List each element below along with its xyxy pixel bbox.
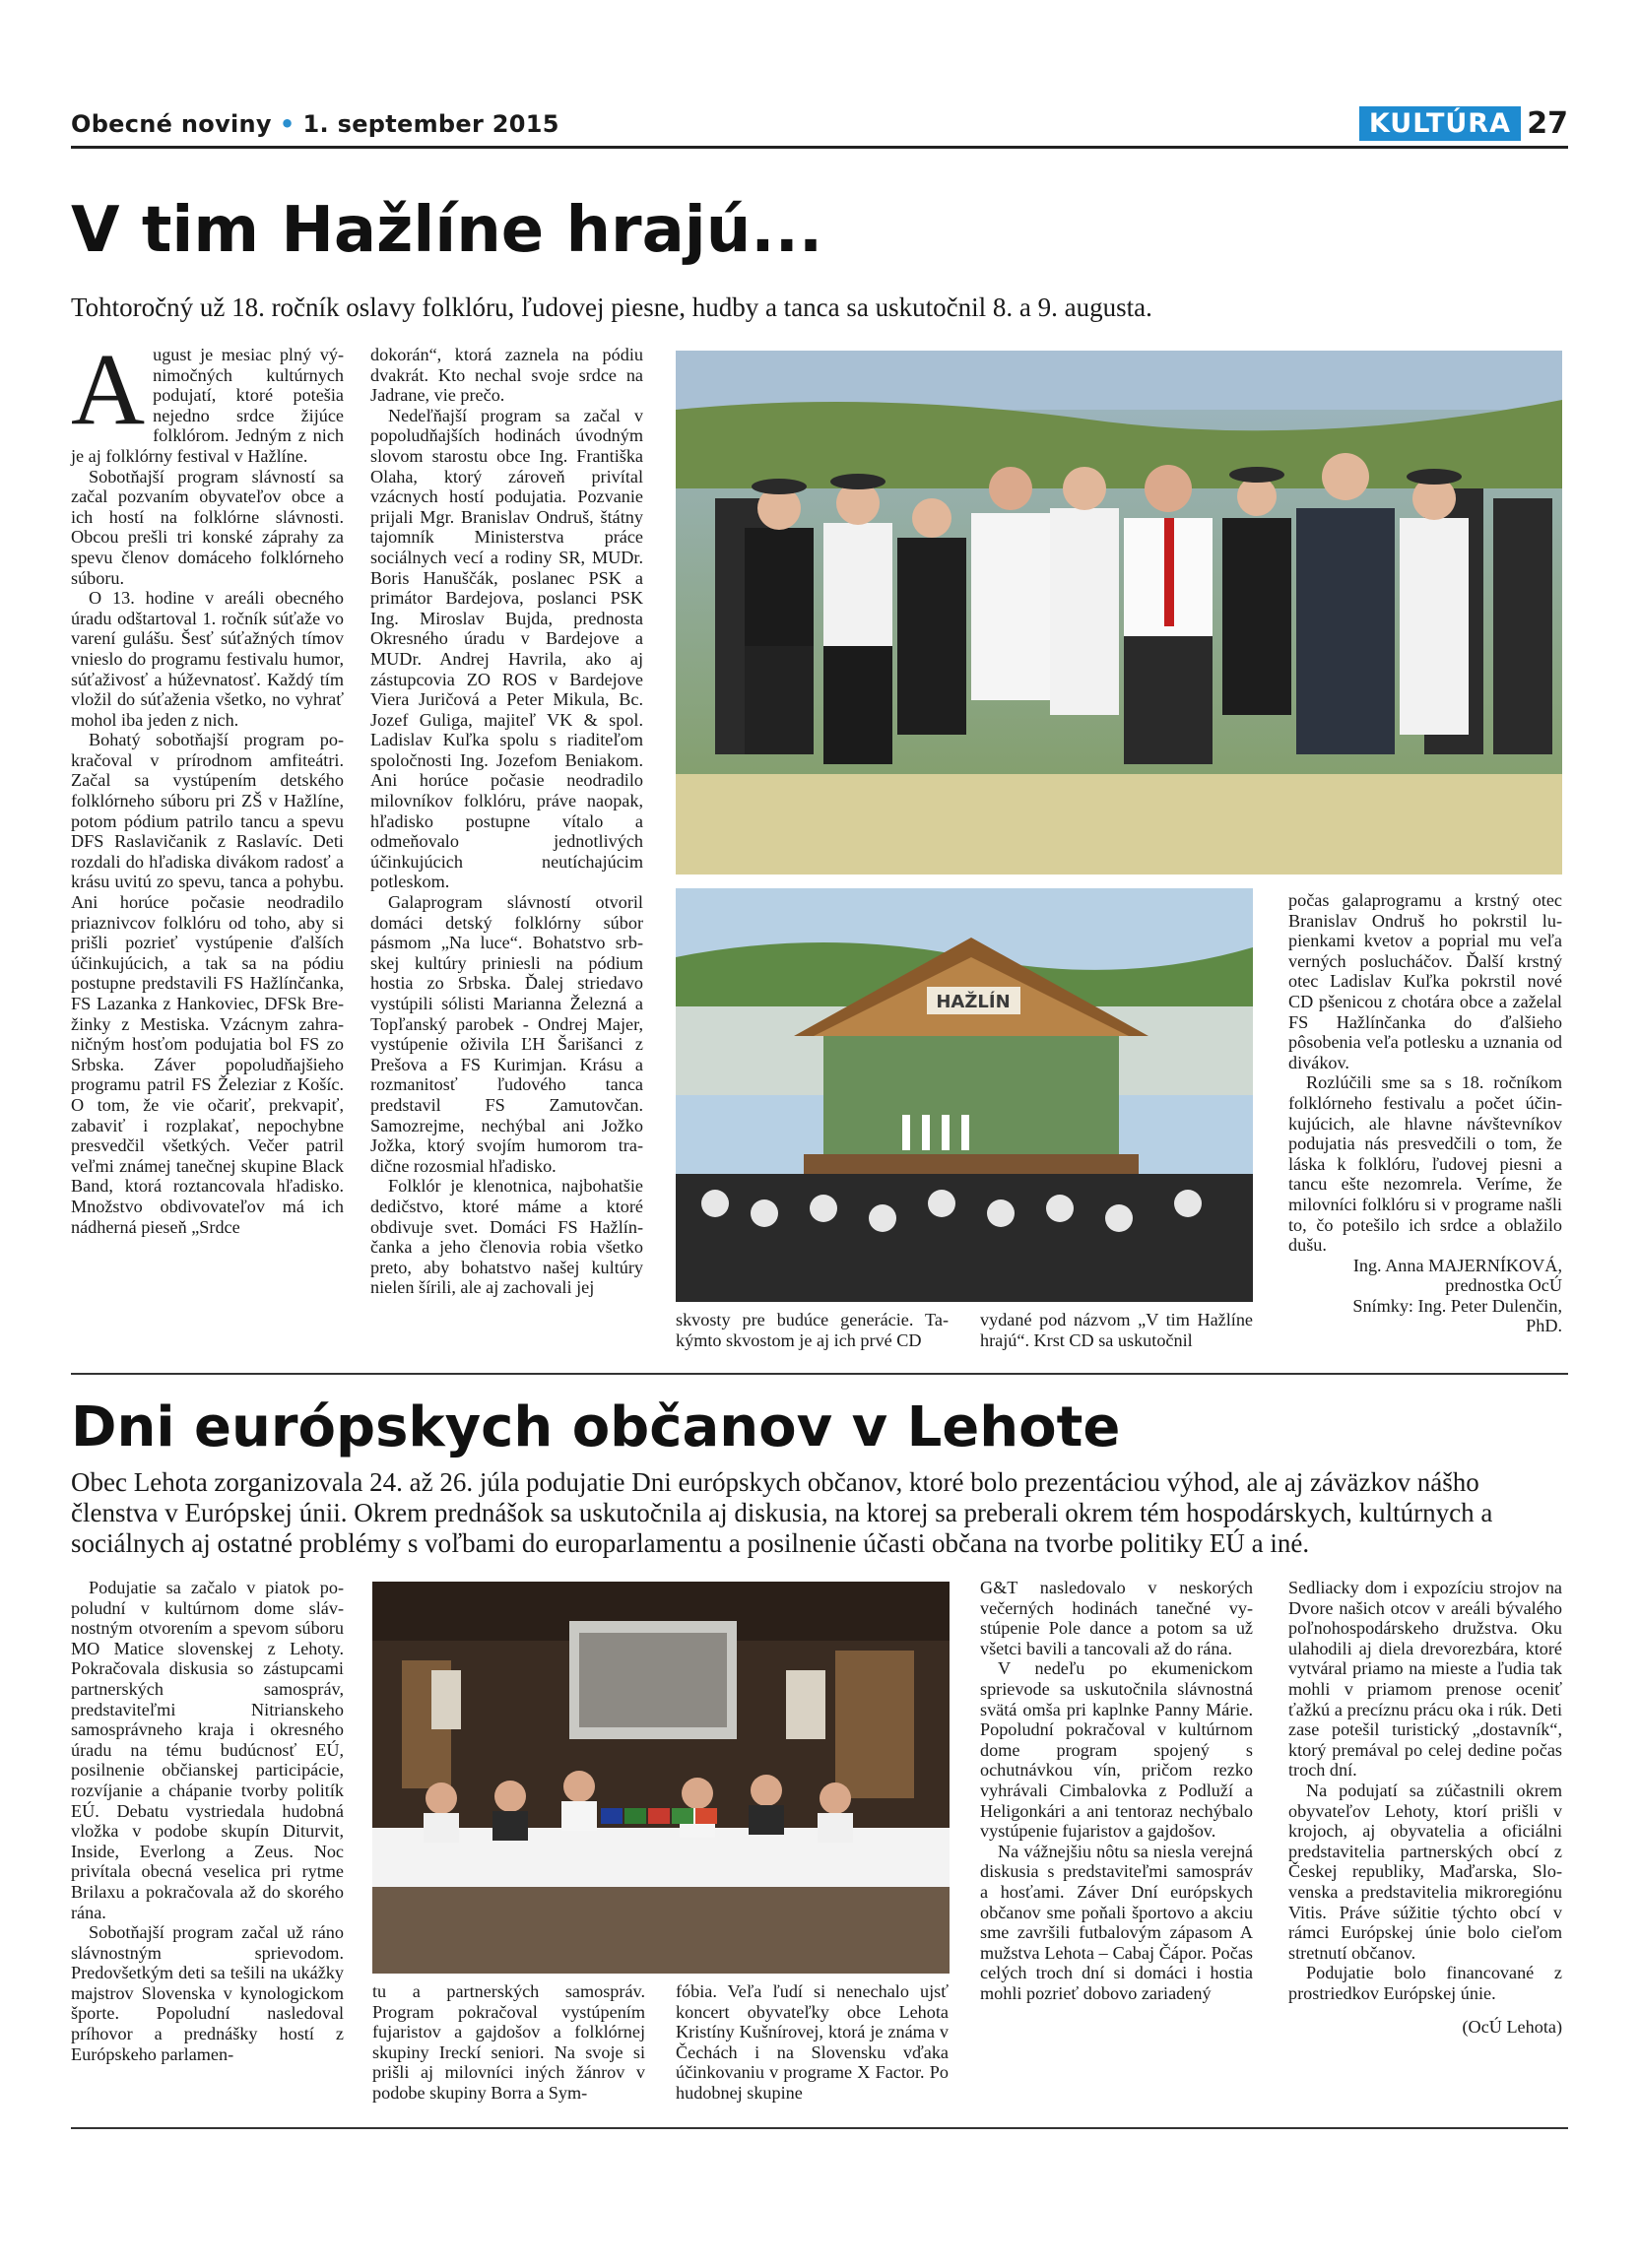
article1-para: dokorán“, ktorá zaznela na pódiu dvakrát. Kto nechal svoje srdce na Jadrane, vie prečo. [370,345,643,406]
article1-title: V tim Hažlíne hrajú... [71,194,823,267]
article1-para-text: ugust je mesiac plný výnimočných kultúrnych podujatí, ktoré potešia nejedno srdce žijúce folklórom. Jedným z nich je aj folklórny festival v Hažlíne. [71,345,344,466]
article2-para: fóbia. Veľa ľudí si nenechalo ujsť koncert obyvateľky obce Lehota Kristíny Kušnírovej, ktorá je známa v Čechách i na Slovensku vďaka účinkovaniu v programe X Factor. Po hudobnej skupine [676,1981,949,2103]
article1-para: vydané pod názvom „V tim Hažlíne hrajú“. Krst CD sa uskutočnil [980,1310,1253,1350]
page-number: 27 [1527,106,1568,141]
article2-para: V nedeľu po ekumenickom sprievode sa uskutočnila slávnostná svätá omša pri kaplnke Panny Márie. Popoludní pokračoval v kultúrnom dome program spojený s ochutnávkou vín, pričom rezko vyhrávali Cimbalovka z Podluží a Heligonkári a ani tentoraz nechýbalo vystúpenie fujaristov a gajdošov. [980,1658,1253,1842]
article1-deck: Tohtoročný už 18. ročník oslavy folklóru, ľudovej piesne, hudby a tanca sa uskutočnil 8. a 9. augusta. [71,292,1152,322]
article2-para: Podujatie sa začalo v piatok popoludní v kultúrnom dome slávnostným otvorením a spevom súboru MO Matice slovenskej z Lehoty. Pokračovala diskusia so zástupcami partnerských samospráv, predstaviteľmi Nitrianskeho samosprávneho kraja i okresného úradu na tému budúcnosť EÚ, posilnenie občianskej participácie, rozvíjanie a chápanie tvorby politík EÚ. Debatu vystriedala hudobná vložka v podobe skupín Diturvit, Inside, Everlong a Zeus. Noc privítala obecná veselica pri rytme Brilaxu a pokračovala až do skorého rána. [71,1578,344,1922]
dropcap: A [71,333,146,446]
article2-col4 [980,1578,1253,2003]
article1-para: Galaprogram slávností otvoril domáci detský folklórny súbor pásmom „Na luce“. Bohatstvo srbskej kultúry priniesli na pódium hostia zo Srbska. Ďalej striedavo vystúpili sólisti Marianna Železná a Topľanský parobek - Ondrej Majer, vystúpenie oživila ĽH Šarišanci z Prešova a FS Kurimjan. Krásu a rozmanitosť ľudového tanca predstavil FS Zamutovčan. Samozrejme, nechýbal ani Jožko Jožka, ktorý svojím humorom tradične rozosmial hľadisko. [370,892,643,1176]
article2-para: Na vážnejšiu nôtu sa niesla verejná diskusia s predstaviteľmi samospráv a hosťami. Záver Dní európskych občanov sme poňali športovo a akciu sme završili futbalovým zápasom A mužstva Lehota – Cabaj Čápor. Počas celých troch dní si domáci i hostia mohli pozrieť dobovo zariadený [980,1841,1253,2003]
article1-col4 [980,1310,1253,1350]
article2-col3 [676,1981,949,2104]
article1-para: počas galaprogramu a krstný otec Branislav Ondruš ho pokrstil lupienkami kvetov a poprial mu veľa verných poslucháčov. Ďalší krstný otec Ladislav Kuľka pokrstil nové CD pšenicou z chotára obce a zaželal FS Hažlínčanka do ďalšieho pôsobenia veľa potlesku a uznania od divákov. [1288,890,1562,1072]
article1-para: skvosty pre budúce generácie. Takýmto skvostom je aj ich prvé CD [676,1310,949,1350]
photo-conference [372,1582,950,1974]
article2-para: Podujatie bolo financované z prostriedkov Európskej únie. [1288,1963,1562,2003]
article2-deck: Obec Lehota zorganizovala 24. až 26. júla podujatie Dni európskych občanov, ktoré bolo prezentáciou výhod, ale aj záväzkov nášho členstva v Európskej únii. Okrem prednášok sa uskutočnila aj diskusia, na ktorej sa preberali okrem tém hospodárskych, kultúrnych a sociálnych aj ostatné problémy s voľbami do europarlamentu a posilnenie účasti občana na tvorbe politiky EÚ a iné. [71,1467,1493,1558]
masthead-rule [71,146,1568,149]
masthead-line [71,110,559,138]
signature-line: Ing. Anna MAJERNÍKOVÁ, [1352,1255,1562,1275]
article1-para: Rozlúčili sme sa s 18. ročníkom folklórneho festivalu a počet účinkujúcich, ale hlavne návštevníkov podujatia nás presvedčili o tom, že láska k folklóru, ľudovej piesni a tancu ešte nezomrela. Veríme, že milovníci folklóru si v programe našli to, čo potešilo ich srdce a oblažilo dušu. [1288,1072,1562,1256]
photo-folklore-ensemble [676,351,1562,875]
article1-para [71,333,344,467]
article2-col2 [372,1981,645,2104]
stage-sign-text: HAŽLÍN [936,992,1011,1012]
signature-line: PhD. [1526,1316,1562,1336]
bullet-icon: • [279,110,295,138]
article2-para: Sedliacky dom i expozíciu strojov na Dvore našich otcov v areáli bývalého poľnohospodárskeho družstva. Oku ulahodili aj diela drevorezbára, ktoré vytváral priamo na mieste a ľudia tak mohli v priamom prenose oceniť ťažkú a precíznu prácu oka i rúk. Deti zase potešil turistický „dostavník“, ktorý premával po celej dedine počas troch dní. [1288,1578,1562,1781]
masthead [71,106,1568,142]
article2-para: Na podujatí sa zúčastnili okrem obyvateľov Lehoty, ktorí prišli v krojoch, aj obyvatelia a oficiálni predstavitelia partnerských obcí z Českej republiky, Maďarska, Slovenska a predstavitelia mikroregiónu Vitis. Práve súžitie týchto obcí v rámci Európskej únie bolo cieľom stretnutí občanov. [1288,1780,1562,1963]
article1-para: Sobotňajší program slávností sa začal pozvaním obyvateľov obce a ich hostí na folklórne slávnosti. Obcou prešli tri konské záprahy za spevu členov domáceho folklórneho súboru. [71,466,344,588]
photo-amphitheatre [676,888,1253,1302]
article1-col2 [370,345,643,1298]
article2-title: Dni európskych občanov v Lehote [71,1395,1121,1459]
article1-col5 [1288,890,1562,1336]
article1-signature [1288,1256,1562,1336]
photo-amphitheatre-svg [676,888,1253,1302]
photo-conference-svg [372,1582,950,1974]
article1-para: Bohatý sobotňajší program pokračoval v prírodnom amfiteátri. Začal sa vystúpením detského folklórneho súboru pri ZŠ v Hažlíne, potom pódium patrilo tancu a spevu DFS Raslavičanik z Raslavíc. Deti rozdali do hľadiska divákom radosť a krásu uvitú zo spevu, tanca a pohybu. Ani horúce počasie neodradilo priaznivcov folklóru od toho, aby si prišli pozrieť vystúpenie ďalších účinkujúcich, a tak sa na pódiu postupne predstavili FS Hažlínčanka, FS Lazanka z Hankoviec, DFSk Brežinky z Mestiska. Vzácnym zahraničným hosťom podujatia bol FS zo Srbska. Záver popoludňajšieho programu patril FS Železiar z Košíc. O tom, že vie očariť, prekvapiť, zabaviť i rozplakať, nepochybne presvedčil všetkých. Večer patril veľmi známej tanečnej skupine Black Band, ktorá roztancovala hľadisko. Množstvo obdivovateľov má ich nádherná pieseň „Srdce [71,730,344,1237]
section-tag: KULTÚRA [1359,106,1521,141]
signature-line: prednostka OcÚ [1445,1275,1562,1296]
bottom-rule [71,2127,1568,2129]
article2-para: tu a partnerských samospráv. Program pokračoval vystúpením fujaristov a gajdošov a folklórnej skupiny Ireckí seniori. Na svoje si prišli aj milovníci iných žánrov v podobe skupiny Borra a Sym- [372,1981,645,2103]
article2-para: G&T nasledovalo v neskorých večerných hodinách tanečné vystúpenie Pole dance a potom sa už všetci bavili a tancovali až do rána. [980,1578,1253,1658]
issue-date: 1. september 2015 [302,110,559,138]
paper-name: Obecné noviny [71,110,272,138]
article2-col1 [71,1578,344,2064]
article2-col5 [1288,1578,1562,2038]
article1-col3 [676,1310,949,1350]
article1-col1 [71,333,344,1237]
article1-para: O 13. hodine v areáli obecného úradu odštartoval 1. ročník súťaže vo varení gulášu. Šesť súťažných tímov vnieslo do programu festivalu humor, súťaživosť a húževnatosť. Každý tím vložil do súťaženia všetko, no vyhrať mohol iba jeden z nich. [71,588,344,730]
article1-para: Nedeľňajší program sa začal v popoludňajších hodinách úvodným slovom starostu obce Ing. Františka Olaha, ktorý zároveň privítal vzácnych hostí podujatia. Pozvanie prijali Mgr. Branislav Ondruš, štátny tajomník Ministerstva práce sociálnych vecí a rodiny SR, MUDr. Boris Hanuščák, poslanec PSK a primátor Bardejova, poslanci PSK Ing. Miroslav Bujda, prednosta Okresného úradu v Bardejove a MUDr. Andrej Havrila, ako aj zástupcovia ZO ROS v Bardejove Viera Juričová a Peter Mikula, Bc. Jozef Guliga, majiteľ VK & spol. Ladislav Kuľka spolu s riaditeľom spoločnosti Ing. Jozefom Beniakom. Ani horúce počasie neodradilo milovníkov folklóru, práve naopak, hľadisko postupne vítalo a odmeňovalo jednotlivých účinkujúcich neutíchajúcim potleskom. [370,405,643,892]
article-divider [71,1373,1568,1375]
signature-line: Snímky: Ing. Peter Dulenčin, [1352,1295,1562,1316]
article1-para: Folklór je klenotnica, najbohatšie dedičstvo, ktoré máme a ktoré obdivuje svet. Domáci FS Hažlínčanka a jeho členovia robia všetko preto, aby bohatstvo našej kultúry nielen šírili, ale aj zachovali jej [370,1176,643,1298]
article2-signature: (OcÚ Lehota) [1462,2017,1562,2038]
photo-ensemble-svg [676,351,1562,875]
article2-para: Sobotňajší program začal už ráno slávnostným sprievodom. Predovšetkým deti sa tešili na ukážky majstrov Slovenska v kynologickom športe. Popoludní nasledoval príhovor a prednášky hostí z Európskeho parlamen- [71,1922,344,2064]
